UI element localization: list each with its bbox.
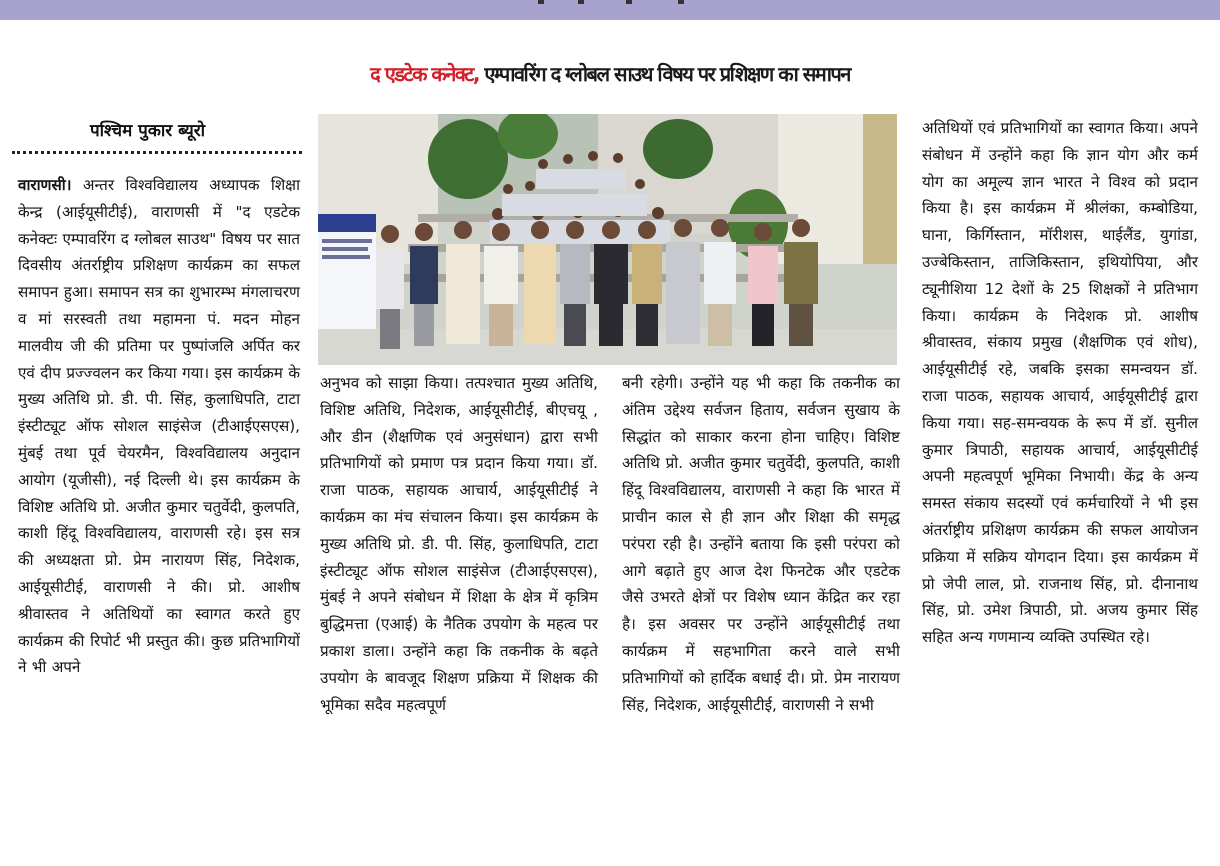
- article-column-1: [18, 172, 300, 862]
- dotted-rule: [12, 151, 302, 154]
- byline: पश्चिम पुकार ब्यूरो: [90, 121, 206, 141]
- top-band: [0, 0, 1220, 20]
- top-band-mark: [538, 0, 688, 4]
- group-photo: [318, 114, 897, 365]
- dateline: वाराणसी।: [18, 176, 72, 194]
- article-column-3: बनी रहेगी। उन्होंने यह भी कहा कि तकनीक का अंतिम उद्देश्य सर्वजन हिताय, सर्वजन सुखाय के सिद्धांत को साकार करना होना चाहिए। विशिष्ट अतिथि प्रो. अजीत कुमार चतुर्वेदी, कुलपति, काशी हिंदू विश्वविद्यालय, वाराणसी ने कहा कि भारत में प्राचीन काल से ही ज्ञान और शिक्षा की समृद्ध परंपरा रही है। उन्होंने बताया कि इसी परंपरा को आगे बढ़ाते हुए आज देश फिनटेक और एडटेक जैसे उभरते क्षेत्रों पर विशेष ध्यान केंद्रित कर रहा है। इस अवसर पर उन्होंने आईयूसीटीई तथा कार्यक्रम में सहभागिता करने वाले सभी प्रतिभागियों को हार्दिक बधाई दी। प्रो. प्रेम नारायण सिंह, निदेशक, आईयूसीटीई, वाराणसी ने सभी: [622, 374, 900, 714]
- article-column-1-text: अन्तर विश्वविद्यालय अध्यापक शिक्षा केन्द्र (आईयूसीटीई), वाराणसी में "द एडटेक कनेक्टः एम्पावरिंग द ग्लोबल साउथ" विषय पर सात दिवसीय अंतर्राष्ट्रीय प्रशिक्षण कार्यक्रम का सफल समापन हुआ। समापन सत्र का शुभारम्भ मंगलाचरण व मां सरस्वती तथा महामना पं. मदन मोहन मालवीय जी की प्रतिमा पर पुष्पांजलि अर्पित कर एवं दीप प्रज्ज्वलन कर किया गया। इस कार्यक्रम के मुख्य अतिथि प्रो. डी. पी. सिंह, कुलाधिपति, टाटा इंस्टीट्यूट ऑफ सोशल साइंसेज (टीआईएसएस), मुंबई तथा पूर्व चेयरमैन, विश्वविद्यालय अनुदान आयोग (यूजीसी), नई दिल्ली थे। इस कार्यक्रम के विशिष्ट अतिथि प्रो. अजीत कुमार चतुर्वेदी, कुलपति, काशी हिंदू विश्वविद्यालय, वाराणसी रहे। इस सत्र की अध्यक्षता प्रो. प्रेम नारायण सिंह, निदेशक, आईयूसीटीई, वाराणसी ने की। प्रो. आशीष श्रीवास्तव ने अतिथियों का स्वागत करते हुए कार्यक्रम की रिपोर्ट भी प्रस्तुत की। कुछ प्रतिभागियों ने भी अपने: [18, 176, 300, 677]
- article-column-4: अतिथियों एवं प्रतिभागियों का स्वागत किया। अपने संबोधन में उन्होंने कहा कि ज्ञान योग और कर्म योग का अमूल्य ज्ञान भारत ने विश्व को प्रदान किया है। इस कार्यक्रम में श्रीलंका, कम्बोडिया, घाना, किर्गिस्तान, मॉरीशस, थाईलैंड, युगांडा, उज्बेकिस्तान, ताजिकिस्तान, इथियोपिया, और ट्यूनीशिया 12 देशों के 25 शिक्षकों ने प्रतिभाग किया। कार्यक्रम के निदेशक प्रो. आशीष श्रीवास्तव, संकाय प्रमुख (शैक्षणिक एवं शोध), आईयूसीटीई रहे, जबकि इसका समन्वयन डॉ. राजा पाठक, सहायक आचार्य, आईयूसीटीई द्वारा किया गया। सह-समन्वयक के रूप में डॉ. सुनील कुमार त्रिपाठी, सहायक आचार्य, आईयूसीटीई अपनी महत्वपूर्ण भूमिका निभायी। केंद्र के अन्य समस्त संकाय सदस्यों एवं कर्मचारियों ने भी इस अंतर्राष्ट्रीय प्रशिक्षण कार्यक्रम की सफल आयोजन प्रक्रिया में सक्रिय योगदान दिया। इस कार्यक्रम में प्रो जेपी लाल, प्रो. राजनाथ सिंह, प्रो. दीनानाथ सिंह, प्रो. उमेश त्रिपाठी, प्रो. अजय कुमार सिंह सहित अन्य गणमान्य व्यक्ति उपस्थित रहे।: [922, 119, 1198, 647]
- group-photo-illustration: [318, 114, 897, 365]
- article-column-2: अनुभव को साझा किया। तत्पश्चात मुख्य अतिथि, विशिष्ट अतिथि, निदेशक, आईयूसीटीई, बीएचयू , और डीन (शैक्षणिक एवं अनुसंधान) द्वारा सभी प्रतिभागियों को प्रमाण पत्र प्रदान किया गया। डॉ. राजा पाठक, सहायक आचार्य, आईयूसीटीई ने कार्यक्रम का मंच संचालन किया। इस कार्यक्रम के मुख्य अतिथि प्रो. डी. पी. सिंह, कुलाधिपति, टाटा इंस्टीट्यूट ऑफ सोशल साइंसेज (टीआईएसएस), मुंबई ने अपने संबोधन में शिक्षा के क्षेत्र में कृत्रिम बुद्धिमत्ता (एआई) के नैतिक उपयोग के महत्व पर प्रकाश डाला। उन्होंने कहा कि तकनीक के बढ़ते उपयोग के बावजूद शिक्षण प्रक्रिया में शिक्षक की भूमिका सदैव महत्वपूर्ण: [320, 374, 598, 714]
- headline-red: द एडटेक कनेक्ट,: [370, 62, 479, 86]
- headline-black: एम्पावरिंग द ग्लोबल साउथ विषय पर प्रशिक्षण का समापन: [478, 62, 850, 86]
- headline: [0, 36, 1220, 112]
